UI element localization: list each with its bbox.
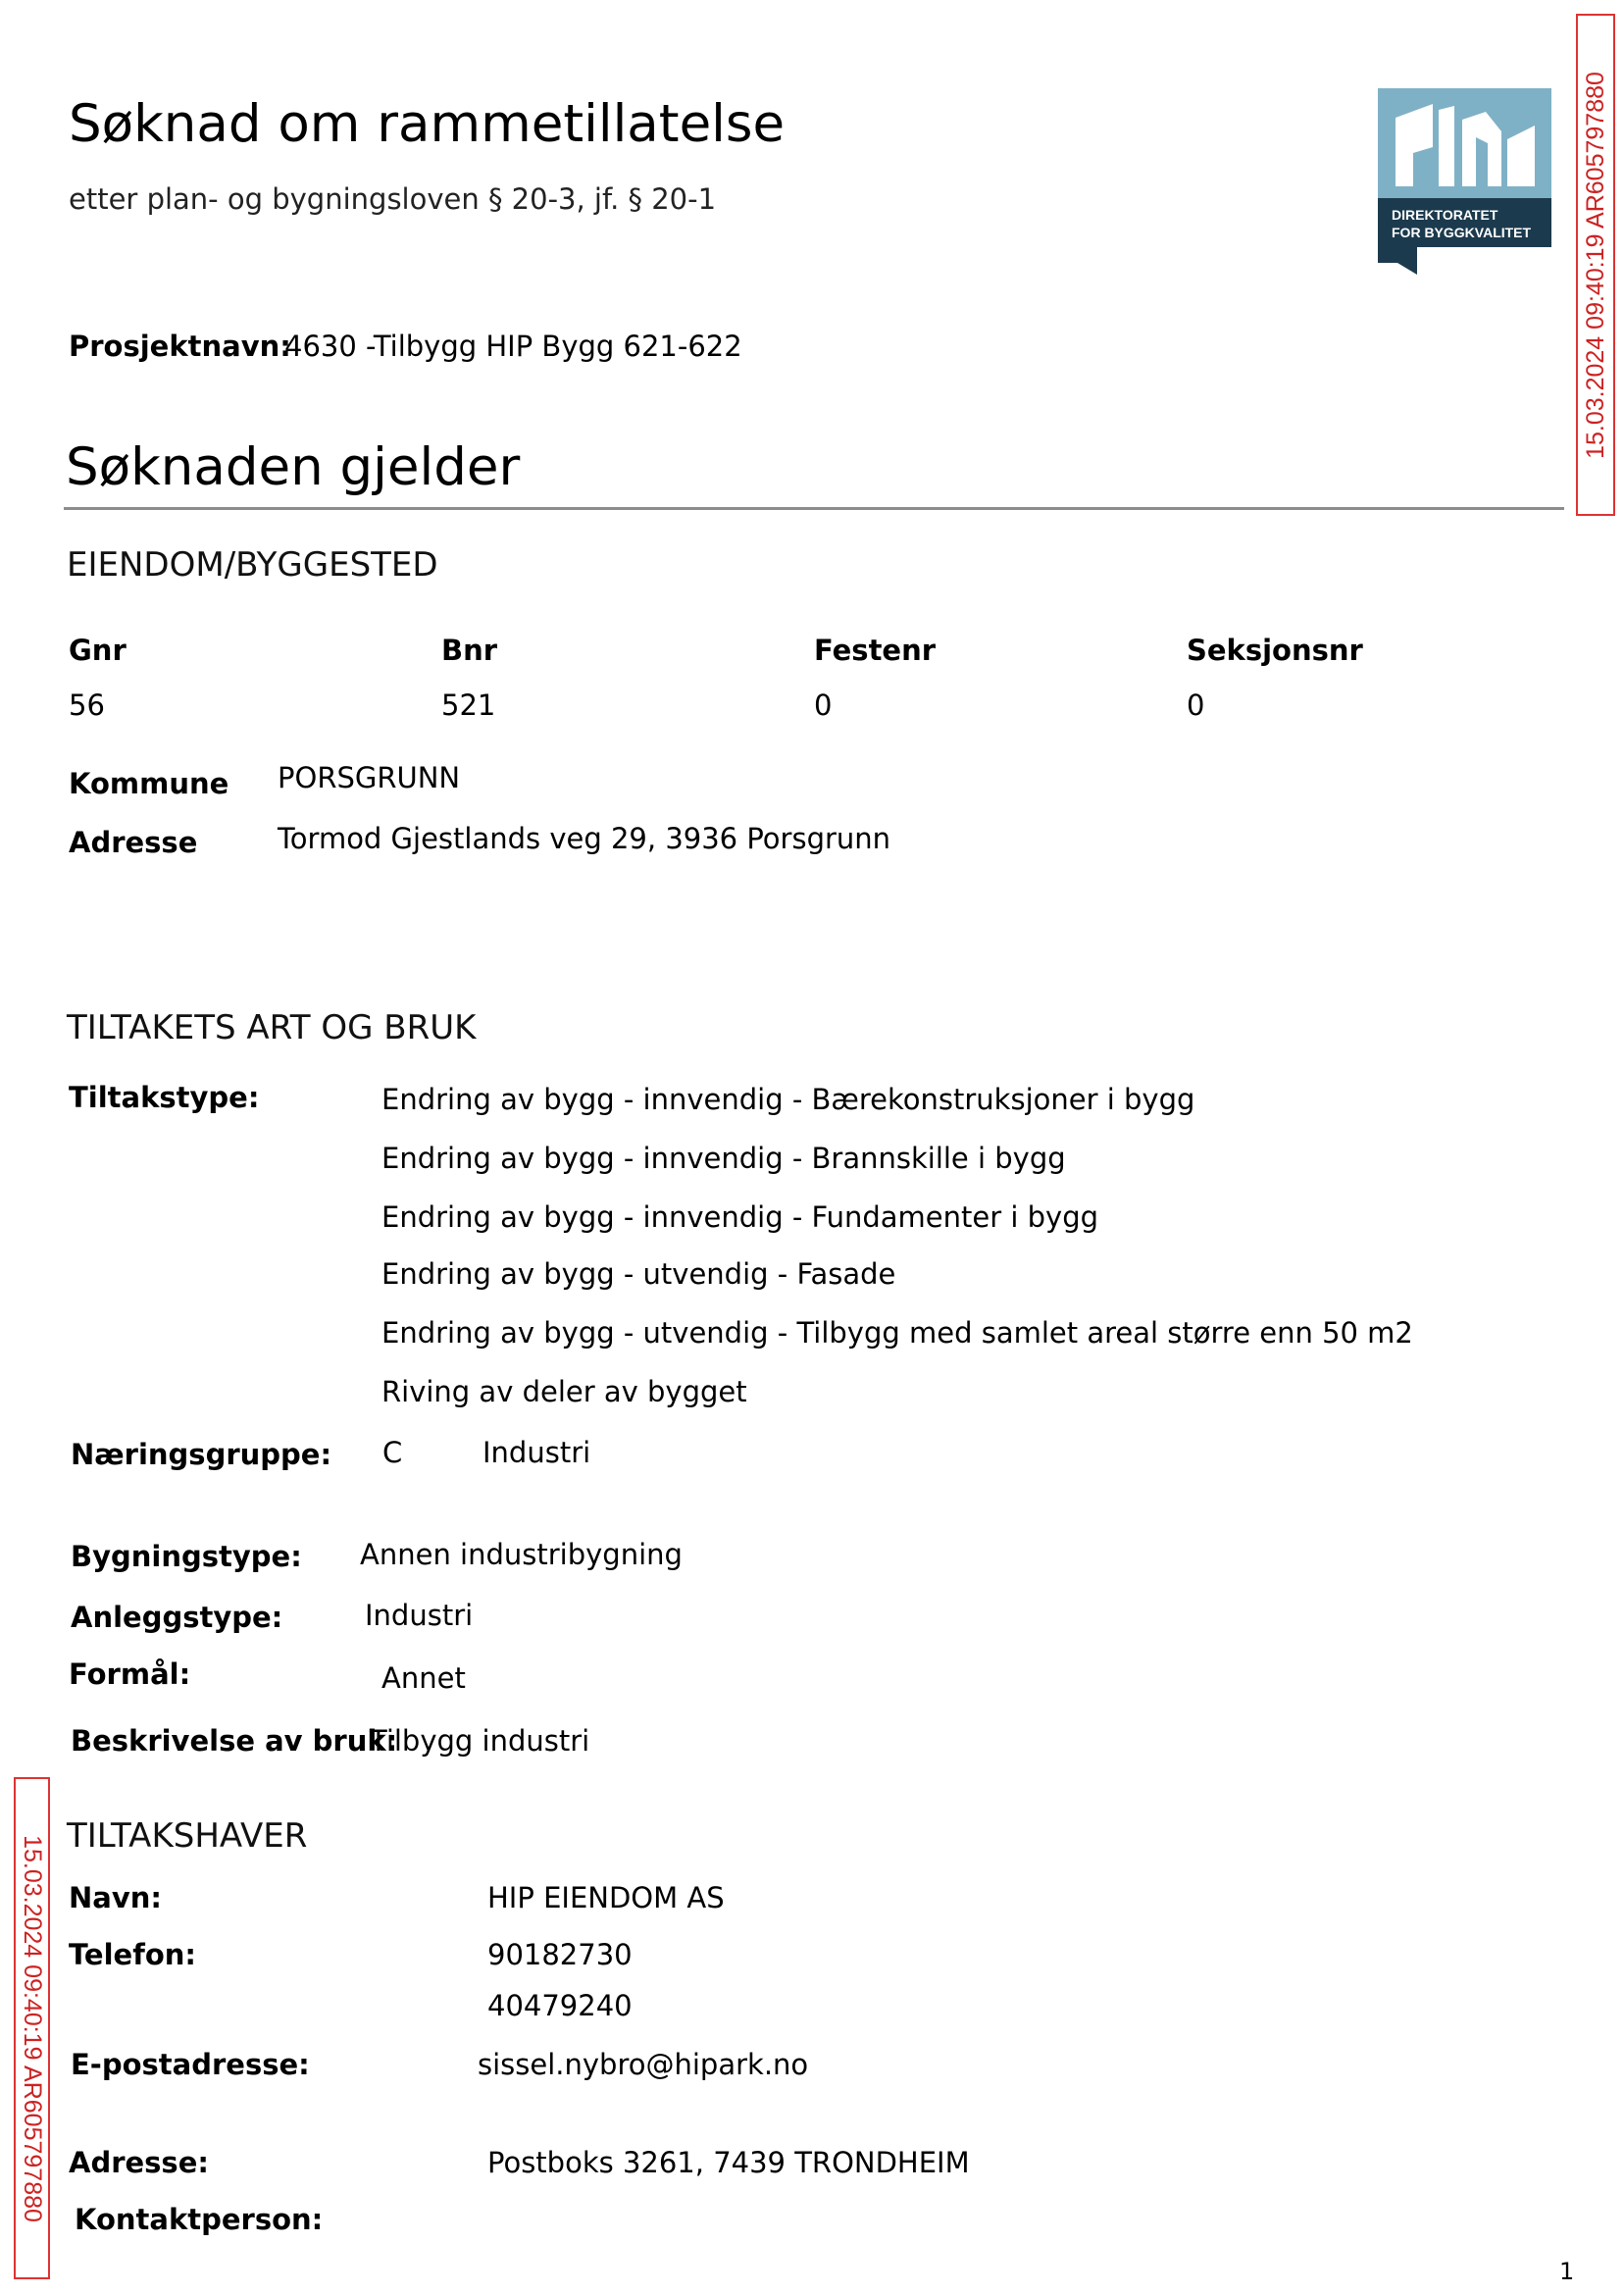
section-divider	[64, 507, 1564, 510]
adresse-label: Adresse	[69, 826, 198, 859]
gnr-value: 56	[69, 688, 105, 722]
bygningstype-value: Annen industribygning	[360, 1538, 683, 1571]
formal-value: Annet	[381, 1661, 466, 1695]
tiltakstype-item: Endring av bygg - utvendig - Fasade	[381, 1257, 896, 1291]
gnr-label: Gnr	[69, 634, 127, 667]
seksjonsnr-label: Seksjonsnr	[1187, 634, 1363, 667]
beskrivelse-value: Tilbygg industri	[370, 1724, 590, 1758]
tiltakstype-item: Endring av bygg - utvendig - Tilbygg med samlet areal større enn 50 m2	[381, 1316, 1413, 1350]
adresse-value: Tormod Gjestlands veg 29, 3936 Porsgrunn	[278, 822, 891, 855]
anleggstype-value: Industri	[365, 1599, 474, 1632]
project-label: Prosjektnavn:	[69, 330, 291, 363]
tiltakshaver-heading: TILTAKSHAVER	[67, 1816, 308, 1856]
telefon-value: 90182730	[487, 1938, 633, 1971]
navn-value: HIP EIENDOM AS	[487, 1881, 725, 1914]
bygningstype-label: Bygningstype:	[71, 1540, 302, 1573]
bnr-value: 521	[441, 688, 496, 722]
naeringsgruppe-value: Industri	[482, 1436, 591, 1469]
bnr-label: Bnr	[441, 634, 498, 667]
epost-label: E-postadresse:	[71, 2048, 310, 2081]
adresse-label: Adresse:	[69, 2146, 209, 2179]
date-stamp-right	[1576, 14, 1615, 516]
dibk-logo	[1378, 88, 1551, 275]
festenr-label: Festenr	[814, 634, 937, 667]
project-value: 4630 -Tilbygg HIP Bygg 621-622	[284, 330, 742, 363]
stamp-text: 15.03.2024 09:40:19 AR605797880	[1581, 71, 1609, 459]
tiltakstype-item: Riving av deler av bygget	[381, 1375, 747, 1408]
tiltakstype-item: Endring av bygg - innvendig - Brannskille i bygg	[381, 1142, 1066, 1175]
kontaktperson-label: Kontaktperson:	[75, 2203, 324, 2236]
anleggstype-label: Anleggstype:	[71, 1601, 283, 1634]
tiltak-heading: TILTAKETS ART OG BRUK	[67, 1008, 477, 1047]
tiltakstype-item: Endring av bygg - innvendig - Bærekonstruksjoner i bygg	[381, 1083, 1195, 1116]
kommune-value: PORSGRUNN	[278, 761, 461, 794]
telefon-value: 40479240	[487, 1989, 633, 2022]
eiendom-heading: EIENDOM/BYGGESTED	[67, 545, 438, 585]
date-stamp-left	[14, 1777, 50, 2279]
seksjonsnr-value: 0	[1187, 688, 1205, 722]
logo-text-line2: FOR BYGGKVALITET	[1392, 225, 1532, 240]
epost-value: sissel.nybro@hipark.no	[478, 2048, 809, 2081]
telefon-label: Telefon:	[69, 1938, 196, 1971]
page-number: 1	[1559, 2258, 1575, 2285]
stamp-text: 15.03.2024 09:40:19 AR605797880	[19, 1834, 46, 2222]
document-title: Søknad om rammetillatelse	[69, 94, 786, 154]
adresse-value: Postboks 3261, 7439 TRONDHEIM	[487, 2146, 970, 2179]
kommune-label: Kommune	[69, 767, 229, 800]
naeringsgruppe-code: C	[382, 1436, 403, 1469]
section-title: Søknaden gjelder	[66, 437, 521, 497]
logo-text-line1: DIREKTORATET	[1392, 207, 1498, 223]
formal-label: Formål:	[69, 1657, 191, 1691]
navn-label: Navn:	[69, 1881, 162, 1914]
naeringsgruppe-label: Næringsgruppe:	[71, 1438, 332, 1471]
document-subtitle: etter plan- og bygningsloven § 20-3, jf. § 20-1	[69, 182, 717, 216]
festenr-value: 0	[814, 688, 833, 722]
tiltakstype-label: Tiltakstype:	[69, 1081, 260, 1114]
tiltakstype-item: Endring av bygg - innvendig - Fundamenter i bygg	[381, 1200, 1099, 1234]
beskrivelse-label: Beskrivelse av bruk:	[71, 1724, 398, 1758]
